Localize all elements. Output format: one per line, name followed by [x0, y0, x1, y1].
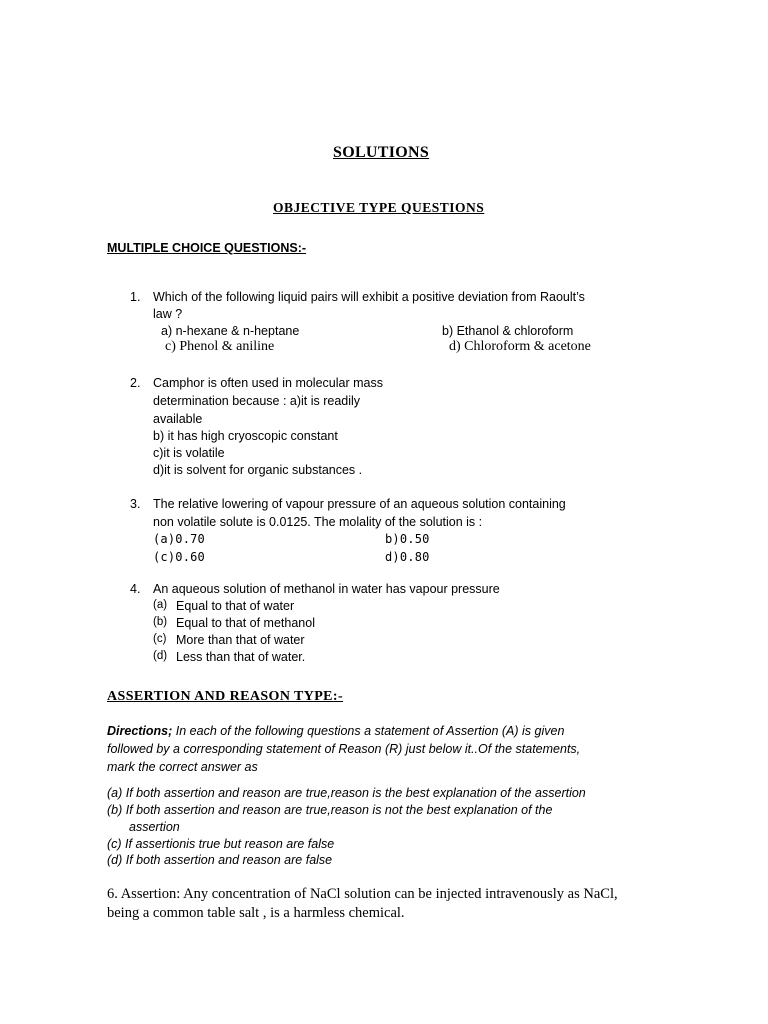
answer-option-a: (a) If both assertion and reason are true,reason is the best explanation of the assertion [107, 786, 586, 800]
question-text: determination because : a)it is readily [153, 394, 361, 408]
option-label: (d) [153, 650, 168, 662]
assertion-text: being a common table salt , is a harmless chemical. [107, 905, 405, 921]
option-d: d)0.80 [385, 550, 430, 564]
directions-line: mark the correct answer as [107, 760, 258, 774]
option-a: (a)0.70 [153, 532, 205, 546]
question-text: An aqueous solution of methanol in water has vapour pressure [153, 582, 500, 596]
assertion-text: 6. Assertion: Any concentration of NaCl solution can be injected intravenously as NaCl, [107, 886, 618, 902]
answer-option-c: (c) If assertionis true but reason are false [107, 837, 335, 851]
option-label: (c) [153, 633, 167, 645]
answer-option-b-cont: assertion [129, 820, 180, 834]
option-text: Equal to that of methanol [176, 616, 315, 630]
answer-option-b: (b) If both assertion and reason are true,reason is not the best explanation of the [107, 803, 553, 817]
question-text: law ? [153, 307, 183, 321]
option-text: Equal to that of water [176, 599, 295, 613]
option-d: d) Chloroform & acetone [449, 339, 591, 354]
question-number: 3. [130, 497, 141, 511]
option-c: c) Phenol & aniline [165, 339, 275, 354]
mcq-heading: MULTIPLE CHOICE QUESTIONS:- [107, 241, 307, 255]
option-d: d)it is solvent for organic substances . [153, 463, 363, 477]
option-label: (b) [153, 616, 168, 628]
directions-line: followed by a corresponding statement of Reason (R) just below it..Of the statements, [107, 742, 581, 756]
directions-label: Directions; [107, 724, 173, 738]
question-text: Which of the following liquid pairs will exhibit a positive deviation from Raoult’s [153, 290, 585, 304]
answer-option-d: (d) If both assertion and reason are false [107, 853, 333, 867]
page-title: SOLUTIONS [333, 144, 430, 161]
option-a: a) n-hexane & n-heptane [161, 324, 300, 338]
option-text: Less than that of water. [176, 650, 306, 664]
question-number: 4. [130, 582, 141, 596]
assertion-reason-heading: ASSERTION AND REASON TYPE:- [107, 689, 344, 704]
option-text: More than that of water [176, 633, 305, 647]
option-b: b) Ethanol & chloroform [442, 324, 574, 338]
option-b: b)0.50 [385, 532, 430, 546]
option-c: c)it is volatile [153, 446, 225, 460]
question-text: The relative lowering of vapour pressure of an aqueous solution containing [153, 497, 566, 511]
option-label: (a) [153, 599, 168, 611]
directions-line [107, 722, 564, 740]
question-number: 2. [130, 376, 141, 390]
option-b: b) it has high cryoscopic constant [153, 429, 338, 443]
question-number: 1. [130, 290, 141, 304]
question-text: non volatile solute is 0.0125. The molality of the solution is : [153, 515, 483, 529]
option-c: (c)0.60 [153, 550, 205, 564]
directions-text: In each of the following questions a statement of Assertion (A) is given [172, 724, 565, 738]
question-text: available [153, 412, 203, 426]
page-subtitle: OBJECTIVE TYPE QUESTIONS [273, 200, 485, 215]
question-text: Camphor is often used in molecular mass [153, 376, 383, 390]
